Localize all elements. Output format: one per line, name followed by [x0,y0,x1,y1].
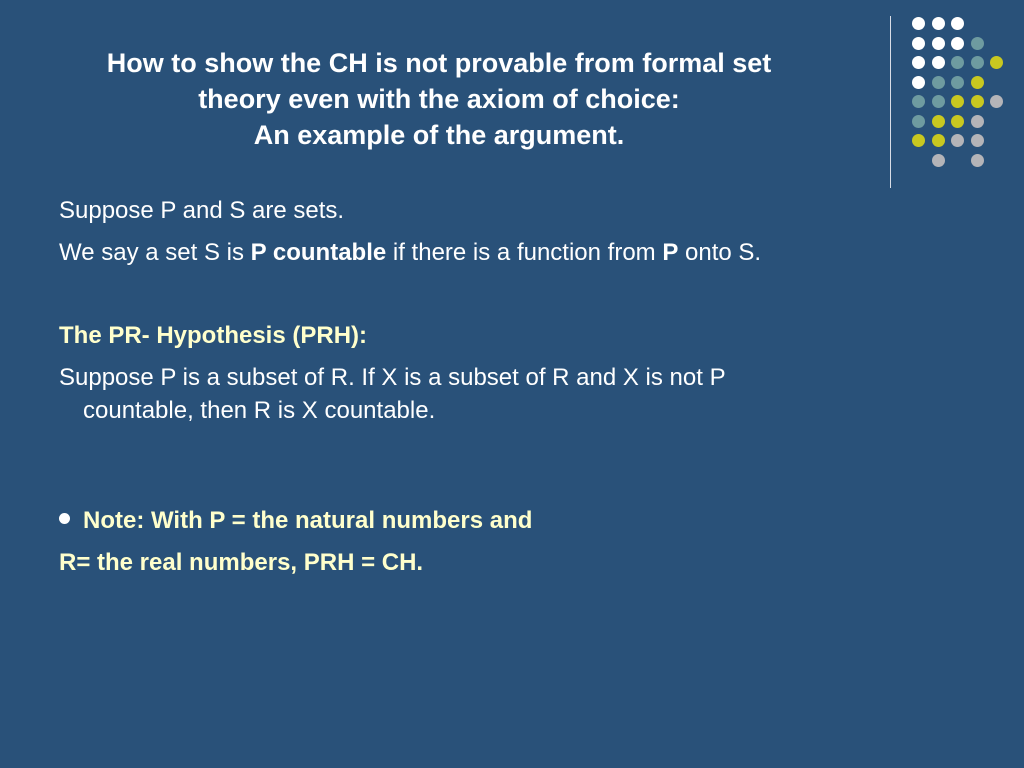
slide-title [40,45,838,153]
decorative-dot [990,95,1003,108]
definition-p: P [662,239,679,266]
decorative-dot [912,115,925,128]
decorative-dot [971,134,984,147]
decorative-dot [951,37,964,50]
body-line-sets: Suppose P and S are sets. [59,197,345,224]
definition-term: P countable [250,239,387,266]
prh-heading: The PR- Hypothesis (PRH): [59,322,368,349]
prh-statement-line-2: countable, then R is X countable. [83,397,436,424]
decorative-dot [971,154,984,167]
note-line-1: Note: With P = the natural numbers and [83,507,533,534]
definition-text-c: if there is a function from [386,239,663,266]
title-line-3: An example of the argument. [253,120,625,150]
body-line-definition [59,239,761,267]
decorative-dot [912,95,925,108]
title-line-1: How to show the CH is not provable from formal set [106,48,772,78]
decorative-dot [990,56,1003,69]
definition-text-a: We say a set S is [59,239,251,266]
decorative-dot [932,17,945,30]
decorative-dot [912,56,925,69]
title-line-2: theory even with the axiom of choice: [198,84,680,114]
decorative-dot [932,37,945,50]
note-bullet [59,507,532,535]
decorative-dot [951,95,964,108]
decorative-dot [951,56,964,69]
decorative-dot [932,95,945,108]
decorative-dot [932,134,945,147]
decorative-dot [932,56,945,69]
decorative-dot [912,76,925,89]
vertical-divider [890,16,891,188]
decorative-dot [951,17,964,30]
decorative-dot [932,115,945,128]
decorative-dot [912,37,925,50]
bullet-icon [59,513,70,524]
decorative-dot [932,76,945,89]
decorative-dot [971,115,984,128]
decorative-dot [932,154,945,167]
decorative-dot [971,95,984,108]
decorative-dot [971,37,984,50]
decorative-dot [971,76,984,89]
decorative-dot [971,56,984,69]
decorative-dot [951,76,964,89]
note-line-2: R= the real numbers, PRH = CH. [59,549,424,576]
decorative-dot [951,134,964,147]
decorative-dot [951,115,964,128]
decorative-dot [912,17,925,30]
definition-text-e: onto S. [678,239,762,266]
prh-statement-line-1: Suppose P is a subset of R. If X is a subset of R and X is not P [59,364,726,391]
decorative-dot [912,134,925,147]
